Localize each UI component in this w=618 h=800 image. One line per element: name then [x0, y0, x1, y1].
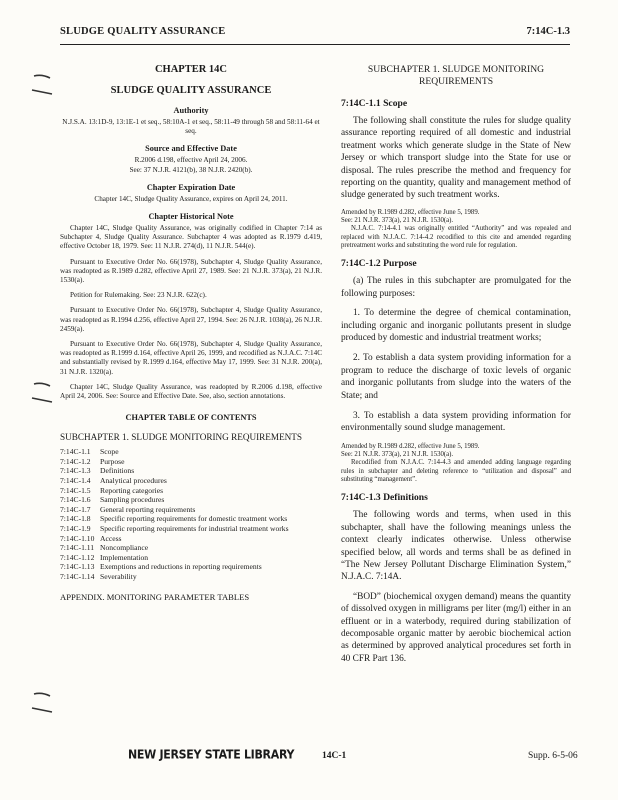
section-heading: 7:14C-1.3 Definitions [341, 492, 428, 504]
source-heading: Source and Effective Date [145, 144, 237, 154]
toc-title: Access [100, 533, 122, 543]
expiration-heading: Chapter Expiration Date [146, 182, 236, 192]
history-paragraph: Pursuant to Executive Order No. 66(1978), Subchapter 4, Sludge Quality Assurance, was readopted as R.1999 d.164, effective April 26, 1999, and recodified as N.J.A.C. 7:14C and substantially revised by R.1999 d.164, effective May 17, 1999. See: 31 N.J.R. 200(a), 31 N.J.R. 1320(a). [60, 340, 322, 376]
purpose-item: 3. To establish a data system providing information for environmentally sound sludge management. [341, 410, 571, 434]
toc-title: Exemptions and reductions in reporting requirements [100, 562, 262, 572]
toc-number: 7:14C-1.6 [60, 495, 91, 505]
toc-entry [60, 524, 322, 534]
toc-entry [60, 505, 322, 515]
history-paragraph: Pursuant to Executive Order No. 66(1978), Subchapter 4, Sludge Quality Assurance, was readopted as R.1989 d.282, effective April 27, 1989. See: 21 N.J.R. 373(a), 21 N.J.R. 1530(a). [60, 257, 322, 285]
toc-entry [60, 514, 322, 524]
note-line: See: 21 N.J.R. 373(a), 21 N.J.R. 1530(a). [341, 217, 454, 225]
expiration-text: Chapter 14C, Sludge Quality Assurance, expires on April 24, 2011. [94, 194, 288, 203]
subchapter-heading: SUBCHAPTER 1. SLUDGE MONITORING REQUIREMENTS [367, 64, 545, 87]
purpose-item: 1. To determine the degree of chemical contamination, including organic and inorganic pollutants present in sludge produced by domestic and industrial treatment works; [341, 308, 571, 343]
section-note [341, 209, 571, 250]
authority-text: N.J.S.A. 13:1D-9, 13:1E-1 et seq., 58:10A-1 et seq., 58:11-49 through 58 and 58:11-64 et seq. [62, 118, 320, 136]
toc-title: General reporting requirements [100, 504, 196, 514]
toc-entry [60, 466, 322, 476]
toc-subchapter: SUBCHAPTER 1. SLUDGE MONITORING REQUIREMENTS [60, 432, 303, 443]
toc-number: 7:14C-1.10 [60, 533, 95, 543]
supplement-date: Supp. 6-5-06 [528, 751, 578, 761]
toc-number: 7:14C-1.9 [60, 524, 91, 534]
toc-title: Severability [100, 571, 137, 581]
toc-entry [60, 562, 322, 572]
toc-title: Sampling procedures [100, 495, 165, 505]
toc-entry [60, 447, 322, 457]
scan-mark-icon [30, 380, 56, 410]
toc-number: 7:14C-1.5 [60, 485, 91, 495]
chapter-title: SLUDGE QUALITY ASSURANCE [110, 85, 272, 96]
source-text: See: 37 N.J.R. 4121(b), 38 N.J.R. 2420(b). [129, 165, 253, 174]
toc-title: Definitions [100, 466, 135, 476]
library-stamp: NEW JERSEY STATE LIBRARY [128, 747, 295, 762]
left-column [60, 64, 322, 602]
source-text: R.2006 d.198, effective April 24, 2006. [134, 156, 248, 165]
history-paragraph: Petition for Rulemaking. See: 23 N.J.R. 622(c). [70, 291, 207, 300]
toc-number: 7:14C-1.11 [60, 543, 95, 553]
toc-number: 7:14C-1.1 [60, 447, 91, 457]
section-text: The following words and terms, when used in this subchapter, shall have the following meanings unless the context clearly indicates otherwise. Unless otherwise specified below, all words and terms shall be as defined in “The New Jersey Pollutant Discharge Elimination System,” N.J.A.C. 7:14A. [341, 510, 571, 583]
toc-number: 7:14C-1.7 [60, 504, 91, 514]
page-number: 14C-1 [322, 751, 347, 761]
history-paragraph: Chapter 14C, Sludge Quality Assurance, was readopted by R.2006 d.198, effective April 24, 2006. See: Source and Effective Date. See, also, section annotations. [60, 382, 322, 401]
toc-entry [60, 495, 322, 505]
header-section: 7:14C-1.3 [526, 26, 570, 37]
table-of-contents [60, 447, 322, 581]
authority-heading: Authority [173, 106, 209, 115]
section-heading: 7:14C-1.1 Scope [341, 98, 408, 109]
note-line: Amended by R.1989 d.282, effective June 5, 1989. [341, 442, 480, 450]
toc-number: 7:14C-1.14 [60, 571, 95, 581]
section-note [341, 443, 571, 484]
toc-number: 7:14C-1.4 [60, 476, 91, 486]
right-column [341, 64, 571, 672]
history-paragraph: Chapter 14C, Sludge Quality Assurance, was originally codified in Chapter 7:14 as Subchapter 4, Sludge Quality Assurance. Subchapter 4 was adopted as R.1979 d.419, effective October 18, 1979. See: 11 N.J.R. 274(d), 11 N.J.R. 544(e). [60, 224, 322, 251]
toc-title: Scope [100, 447, 119, 457]
toc-number: 7:14C-1.13 [60, 562, 95, 572]
note-line: Amended by R.1989 d.282, effective June 5, 1989. [341, 208, 480, 216]
chapter-number: CHAPTER 14C [154, 64, 228, 75]
toc-number: 7:14C-1.8 [60, 514, 91, 524]
toc-number: 7:14C-1.12 [60, 552, 95, 562]
section-text: (a) The rules in this subchapter are promulgated for the following purposes: [341, 276, 571, 299]
toc-title: Specific reporting requirements for industrial treatment works [100, 524, 289, 534]
note-line: Recodified from N.J.A.C. 7:14-4.3 and amended adding language regarding rules in subchapter and deleting reference to “utilization and disposal” and substituting “management”. [341, 459, 571, 483]
purpose-item: 2. To establish a data system providing information for a program to reduce the discharge of toxic levels of organic and inorganic pollutants from sludge into the waters of the State; and [341, 353, 571, 401]
note-line: N.J.A.C. 7:14-4.1 was originally entitled “Authority” and was repealed and replaced with N.J.A.C. 7:14-4.2 recodified to this cite and amended regarding pretreatment works and substituting the word rule for regulation. [341, 225, 571, 250]
note-line: See: 21 N.J.R. 373(a), 21 N.J.R. 1530(a). [341, 451, 454, 459]
toc-entry [60, 553, 322, 563]
toc-entry [60, 543, 322, 553]
toc-title: Reporting categories [100, 485, 164, 495]
section-heading: 7:14C-1.2 Purpose [341, 258, 417, 270]
appendix-entry: APPENDIX. MONITORING PARAMETER TABLES [60, 591, 250, 602]
toc-entry [60, 486, 322, 496]
toc-number: 7:14C-1.3 [60, 466, 91, 476]
scan-mark-icon [30, 690, 56, 720]
toc-title: Implementation [100, 552, 149, 562]
toc-title: Specific reporting requirements for domestic treatment works [100, 514, 288, 524]
toc-number: 7:14C-1.2 [60, 456, 91, 466]
toc-entry [60, 534, 322, 544]
definition-bod: “BOD” (biochemical oxygen demand) means the quantity of dissolved oxygen in milligrams per liter (mg/l) either in an effluent or in a waterbody, required during stabilization of decomposable organic matter by aerobic biochemical action as determined by approved analytical procedures set forth in 40 CFR Part 136. [341, 591, 571, 664]
running-header [60, 26, 570, 44]
header-title: SLUDGE QUALITY ASSURANCE [60, 26, 226, 37]
section-text: The following shall constitute the rules for sludge quality assurance reporting required of all domestic and industrial treatment works which generate sludge in the State of New Jersey or which transport sludge into the State for use or disposal. The rules prescribe the method and frequency for reporting on the quantity, quality and management method of sludge generated by such treatment works. [341, 116, 571, 201]
header-rule [60, 44, 570, 45]
toc-title: Noncompliance [100, 543, 149, 553]
toc-entry [60, 457, 322, 467]
history-paragraph: Pursuant to Executive Order No. 66(1978), Subchapter 4, Sludge Quality Assurance, was readopted as R.1994 d.256, effective April 27, 1994. See: 26 N.J.R. 1038(a), 26 N.J.R. 2459(a). [60, 306, 322, 333]
toc-title: Purpose [100, 456, 125, 466]
scan-mark-icon [30, 72, 56, 102]
history-heading: Chapter Historical Note [148, 212, 234, 222]
toc-title: Analytical procedures [100, 476, 167, 486]
toc-heading: CHAPTER TABLE OF CONTENTS [125, 413, 257, 423]
toc-entry [60, 572, 322, 582]
toc-entry [60, 476, 322, 486]
